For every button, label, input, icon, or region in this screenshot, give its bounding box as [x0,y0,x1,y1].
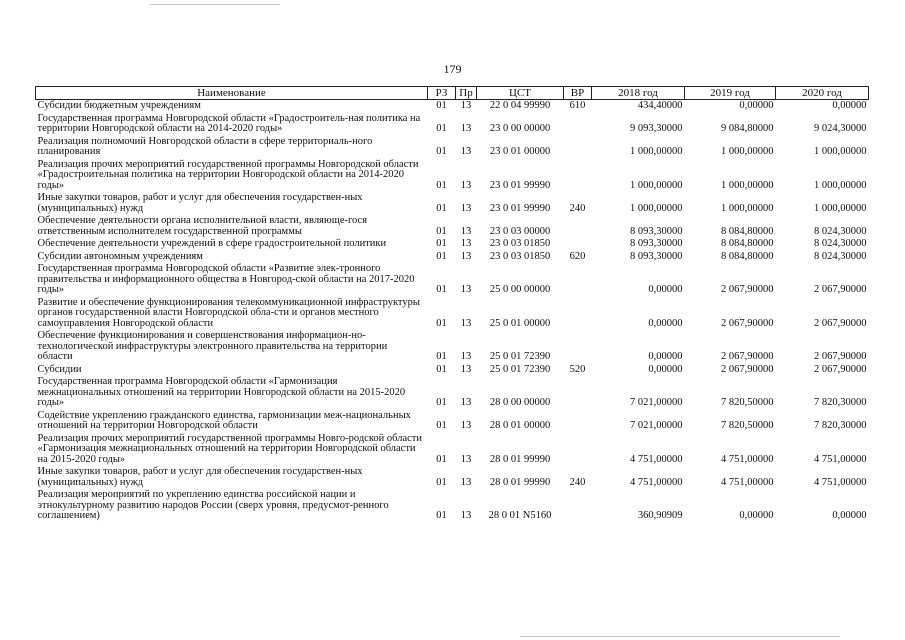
table-row [36,113,869,136]
row-vr [564,410,592,433]
row-2018: 0,00000 [648,351,683,362]
row-pr: 13 [460,146,472,157]
row-pr: 13 [460,317,472,329]
row-2019: 2 067,90000 [721,363,774,375]
header-2018: 2018 год [592,87,685,100]
row-rz: 01 [436,453,447,465]
header-2020: 2020 год [776,87,869,100]
row-2020: 2 067,90000 [814,363,867,375]
row-vr: 240 [569,476,586,488]
row-name: Реализация полномочий Новгородской области в сфере территориаль-ного планирования [37,135,373,157]
row-name: Государственная программа Новгородской области «Гармонизация межнациональных отношений на территории Новгородской области на 2015-2020 годы» [37,376,406,408]
table-body [36,100,869,523]
row-pr: 13 [460,397,472,408]
row-2018: 1 000,00000 [630,146,683,157]
row-2019: 2 067,90000 [721,317,774,329]
table-row [36,466,869,489]
row-name: Государственная программа Новгородской области «Градостроитель-ная политика на территории Новгородской области на 2014-2020 годы» [37,112,421,134]
row-cst: 23 0 03 01850 [489,250,551,262]
row-2019: 1 000,00000 [721,146,774,157]
row-pr: 13 [460,284,472,295]
row-name: Государственная программа Новгородской области «Развитие элек-тронного правительства и информационного общества в Новгород-ской области на 2017-2020 годы» [37,263,415,295]
row-2019: 8 084,80000 [721,250,774,262]
row-rz: 01 [436,420,447,431]
row-2019: 2 067,90000 [721,351,774,362]
table-row [36,136,869,159]
row-vr [564,433,592,467]
row-2020: 1 000,00000 [814,202,867,214]
row-2018: 4 751,00000 [630,476,683,488]
row-vr [564,136,592,159]
row-pr: 13 [460,123,472,134]
row-cst: 28 0 01 00000 [489,420,551,431]
row-name: Развитие и обеспечение функционирования телекоммуникационной инфраструктуры органов государственной власти Новгородской обла-сти и органов местного самоуправления Новгородской области [37,296,420,329]
row-vr [564,215,592,238]
row-cst: 25 0 01 00000 [489,317,551,329]
row-pr: 13 [460,250,472,262]
table-row [36,297,869,331]
table-row [36,215,869,238]
table-row [36,238,869,251]
row-rz: 01 [436,179,447,191]
row-2019: 4 751,00000 [721,453,774,465]
row-2019: 8 084,80000 [721,238,774,249]
row-2018: 0,00000 [648,284,683,295]
row-2020: 8 024,30000 [814,225,867,237]
row-2020: 8 024,30000 [814,238,867,249]
table-row [36,489,869,523]
row-cst: 23 0 00 00000 [489,123,551,134]
header-2019: 2019 год [685,87,776,100]
table-row [36,100,869,113]
row-rz: 01 [436,510,447,521]
row-vr [564,263,592,297]
row-name: Обеспечение деятельности органа исполнительной власти, являюще-гося ответственным исполнителем государственной программы [37,215,368,237]
row-2019: 2 067,90000 [721,284,774,295]
row-2020: 0,00000 [832,510,867,521]
row-rz: 01 [436,123,447,134]
row-pr: 13 [460,476,472,488]
row-pr: 13 [460,351,472,362]
row-rz: 01 [436,100,447,111]
row-cst: 23 0 03 00000 [489,225,551,237]
row-name: Содействие укреплению гражданского единства, гармонизации меж-национальных отношений на территории Новгородской области [37,409,411,431]
row-cst: 28 0 01 N5160 [488,510,552,521]
row-vr [564,489,592,523]
row-vr: 520 [569,363,586,375]
table-row [36,433,869,467]
row-2020: 1 000,00000 [814,179,867,191]
row-2018: 0,00000 [648,363,683,375]
table-row [36,263,869,297]
budget-table [35,86,869,523]
row-2018: 4 751,00000 [630,453,683,465]
row-rz: 01 [436,351,447,362]
row-pr: 13 [460,420,472,431]
row-name: Реализация прочих мероприятий государственной программы Новгородской области «Градостроительная политика на территории Новгородской области на 2014-2020 годы» [37,158,419,191]
row-2018: 1 000,00000 [630,202,683,214]
row-pr: 13 [460,453,472,465]
table-row [36,192,869,215]
row-rz: 01 [436,250,447,262]
row-vr [564,238,592,251]
scan-artifact-top [150,4,280,5]
row-2018: 7 021,00000 [630,397,683,408]
row-name: Субсидии [37,363,82,375]
header-name: Наименование [36,87,428,100]
row-2018: 0,00000 [648,317,683,329]
row-vr: 240 [569,202,586,214]
table-header-row [36,87,869,100]
row-2019: 7 820,50000 [721,397,774,408]
row-cst: 28 0 01 99990 [489,453,551,465]
row-2019: 7 820,50000 [721,420,774,431]
row-rz: 01 [436,202,447,214]
table-row [36,330,869,364]
row-pr: 13 [460,510,472,521]
row-cst: 23 0 01 00000 [489,146,551,157]
row-2018: 8 093,30000 [630,225,683,237]
row-2018: 9 093,30000 [630,123,683,134]
table-row [36,376,869,410]
row-pr: 13 [460,225,472,237]
header-cst: ЦСТ [477,87,564,100]
row-2019: 4 751,00000 [721,476,774,488]
row-2020: 4 751,00000 [814,453,867,465]
row-2020: 0,00000 [832,100,867,111]
row-2020: 7 820,30000 [814,397,867,408]
row-pr: 13 [460,100,472,111]
row-name: Субсидии автономным учреждениям [37,250,203,262]
row-2019: 1 000,00000 [721,179,774,191]
row-2019: 9 084,80000 [721,123,774,134]
row-2020: 7 820,30000 [814,420,867,431]
row-rz: 01 [436,397,447,408]
row-2020: 2 067,90000 [814,284,867,295]
row-2018: 360,90909 [637,510,683,521]
row-name: Иные закупки товаров, работ и услуг для обеспечения государствен-ных (муниципальных) нужд [37,192,363,214]
row-cst: 28 0 00 00000 [489,397,551,408]
table-row [36,364,869,377]
row-2018: 8 093,30000 [630,238,683,249]
row-rz: 01 [436,476,447,488]
row-vr [564,376,592,410]
row-2020: 2 067,90000 [814,351,867,362]
row-cst: 25 0 01 72390 [489,351,551,362]
row-cst: 25 0 00 00000 [489,284,551,295]
row-vr [564,297,592,331]
row-2018: 8 093,30000 [630,250,683,262]
row-rz: 01 [436,317,447,329]
header-pr: Пр [456,87,477,100]
row-rz: 01 [436,146,447,157]
row-cst: 22 0 04 99990 [489,100,551,111]
row-rz: 01 [436,225,447,237]
header-vr: ВР [564,87,592,100]
row-2019: 8 084,80000 [721,225,774,237]
table-row [36,251,869,264]
row-2018: 1 000,00000 [630,179,683,191]
row-name: Иные закупки товаров, работ и услуг для обеспечения государствен-ных (муниципальных) нужд [37,466,363,488]
row-pr: 13 [460,179,472,191]
row-2020: 9 024,30000 [814,123,867,134]
row-2018: 7 021,00000 [630,420,683,431]
row-vr: 620 [569,250,586,262]
row-pr: 13 [460,363,472,375]
table-row [36,159,869,193]
row-cst: 23 0 01 99990 [489,179,551,191]
row-cst: 23 0 01 99990 [489,202,551,214]
row-vr [564,159,592,193]
row-2019: 0,00000 [739,510,774,521]
row-pr: 13 [460,238,472,249]
table-row [36,410,869,433]
row-vr [564,113,592,136]
row-2020: 8 024,30000 [814,250,867,262]
row-cst: 25 0 01 72390 [489,363,551,375]
row-vr: 610 [569,100,586,111]
row-name: Обеспечение деятельности учреждений в сфере градостроительной политики [37,238,387,249]
row-rz: 01 [436,238,447,249]
row-2020: 4 751,00000 [814,476,867,488]
row-name: Субсидии бюджетным учреждениям [37,100,201,111]
row-cst: 23 0 03 01850 [489,238,551,249]
row-rz: 01 [436,363,447,375]
row-cst: 28 0 01 99990 [489,476,551,488]
header-rz: РЗ [428,87,456,100]
row-name: Реализация мероприятий по укреплению единства российской нации и этнокультурному развитию народов России (сверх уровня, предусмот-ренного соглашением) [37,489,389,521]
row-vr [564,330,592,364]
row-name: Обеспечение функционирования и совершенствования информацион-но- технологической инфраструктуры электронного правительства на территории области [37,330,388,362]
row-pr: 13 [460,202,472,214]
row-2018: 434,40000 [637,100,683,111]
row-rz: 01 [436,284,447,295]
row-2019: 0,00000 [739,100,774,111]
row-2020: 1 000,00000 [814,146,867,157]
page-number: 179 [443,62,462,76]
row-name: Реализация прочих мероприятий государственной программы Новго-родской области «Гармонизация межнациональных отношений на территории Новгородской области на 2015-2020 годы» [37,432,423,465]
scan-artifact-bottom [520,636,840,637]
row-2019: 1 000,00000 [721,202,774,214]
row-2020: 2 067,90000 [814,317,867,329]
